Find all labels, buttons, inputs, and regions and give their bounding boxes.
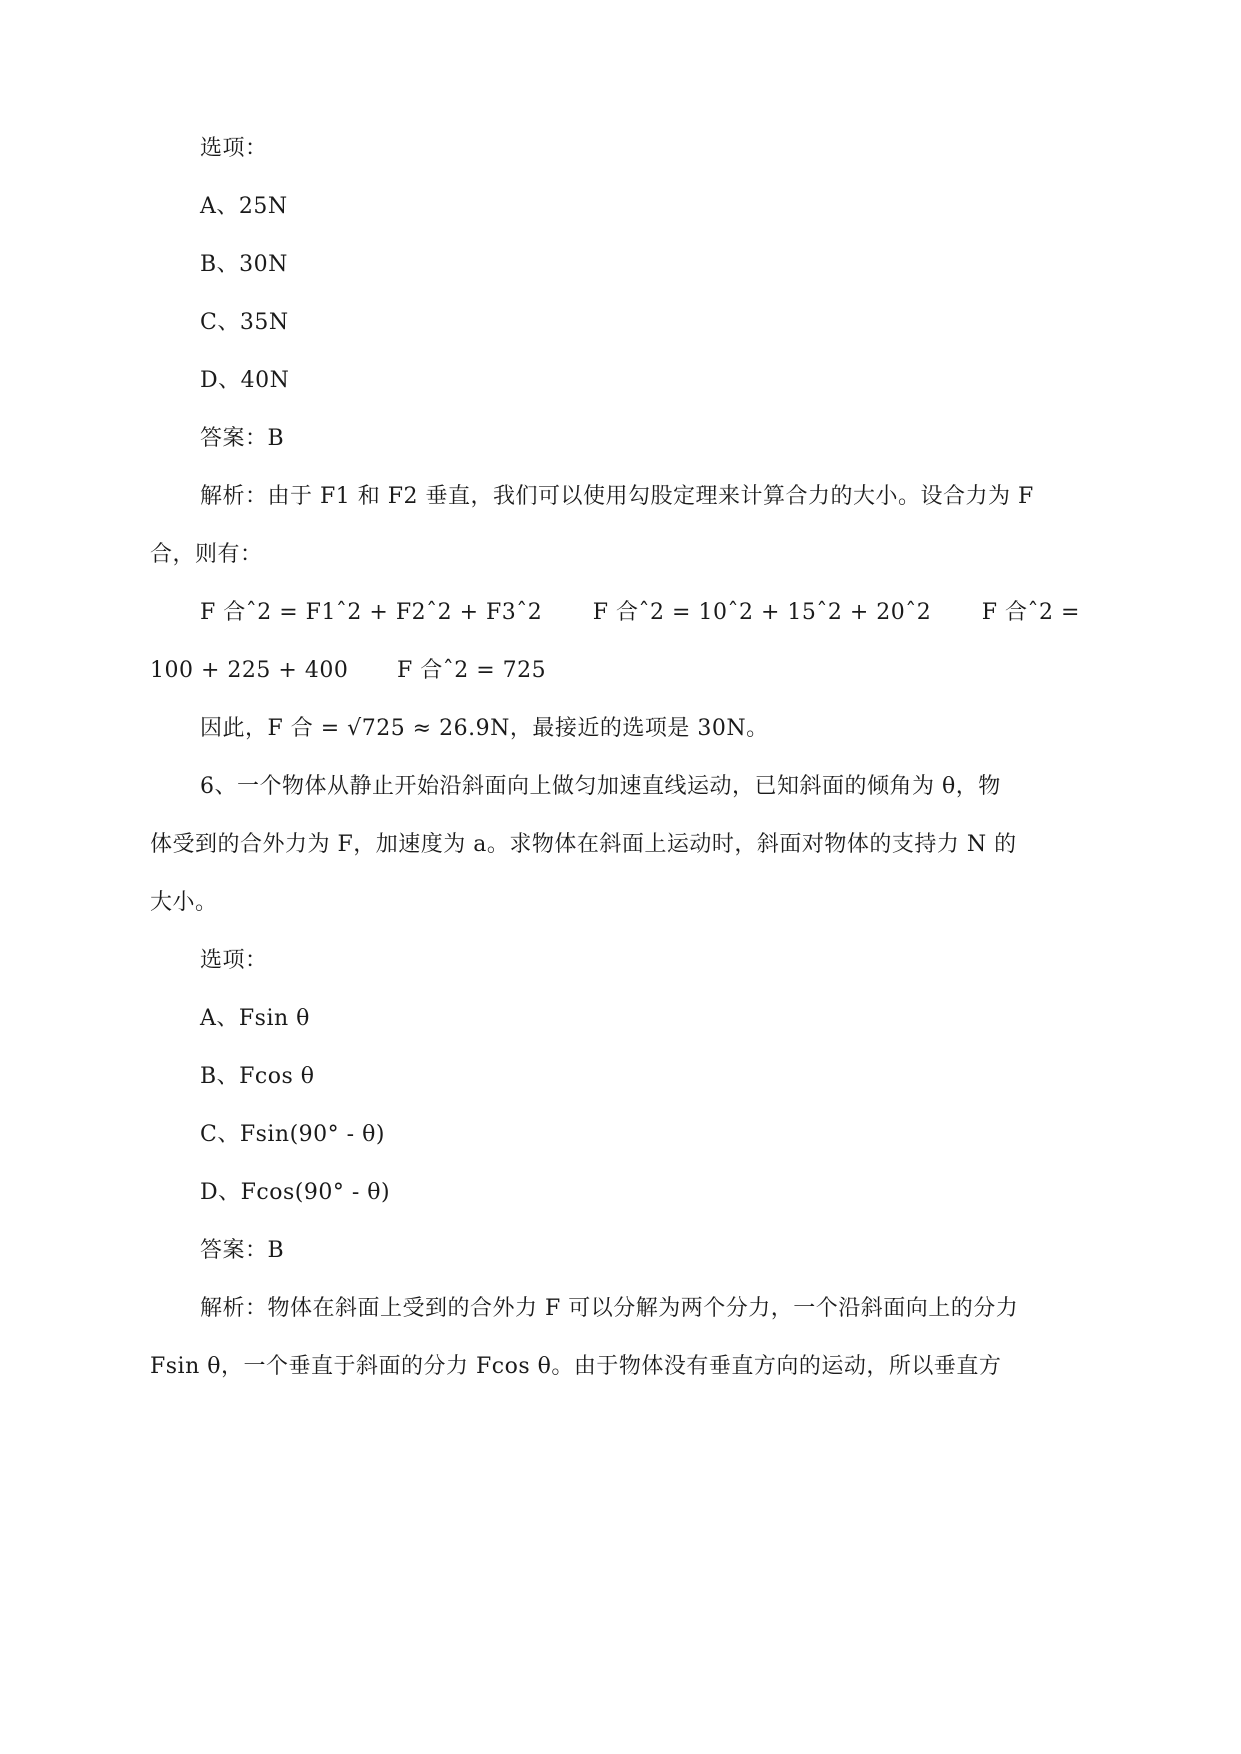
q6-answer: 答案：B	[200, 1238, 285, 1263]
q5-formula-2a: 100 + 225 + 400	[150, 658, 349, 683]
q6-option-b: B、Fcos θ	[200, 1064, 315, 1089]
q5-formula-2b: F 合ˆ2 = 725	[397, 658, 547, 683]
q5-option-c: C、35N	[200, 310, 289, 335]
q5-formula-line1	[200, 598, 1080, 628]
q6-option-d: D、Fcos(90° - θ)	[200, 1180, 391, 1205]
q5-option-a: A、25N	[200, 194, 288, 219]
q5-formula-1c: F 合ˆ2 =	[981, 600, 1080, 625]
q5-answer: 答案：B	[200, 426, 285, 451]
q6-analysis-line2: Fsin θ，一个垂直于斜面的分力 Fcos θ。由于物体没有垂直方向的运动，所以垂直方	[150, 1354, 1002, 1379]
q6-question-line1: 6、一个物体从静止开始沿斜面向上做匀加速直线运动，已知斜面的倾角为 θ，物	[200, 774, 1001, 799]
q6-option-c: C、Fsin(90° - θ)	[200, 1122, 385, 1147]
q5-option-b: B、30N	[200, 252, 288, 277]
q5-options-label: 选项：	[200, 136, 268, 161]
q5-formula-1a: F 合ˆ2 = F1ˆ2 + F2ˆ2 + F3ˆ2	[200, 600, 543, 625]
q6-options-label: 选项：	[200, 948, 268, 973]
q5-analysis-line2: 合，则有：	[150, 542, 263, 567]
q5-analysis-line1: 解析：由于 F1 和 F2 垂直，我们可以使用勾股定理来计算合力的大小。设合力为 F	[200, 484, 1034, 509]
q6-option-a: A、Fsin θ	[200, 1006, 310, 1031]
q5-option-d: D、40N	[200, 368, 290, 393]
q6-analysis-line1: 解析：物体在斜面上受到的合外力 F 可以分解为两个分力，一个沿斜面向上的分力	[200, 1296, 1019, 1321]
q6-question-line3: 大小。	[150, 890, 218, 915]
q6-question-line2: 体受到的合外力为 F，加速度为 a。求物体在斜面上运动时，斜面对物体的支持力 N 的	[150, 832, 1017, 857]
q5-conclusion: 因此，F 合 = √725 ≈ 26.9N，最接近的选项是 30N。	[200, 716, 769, 741]
q5-formula-1b: F 合ˆ2 = 10ˆ2 + 15ˆ2 + 20ˆ2	[592, 600, 932, 625]
